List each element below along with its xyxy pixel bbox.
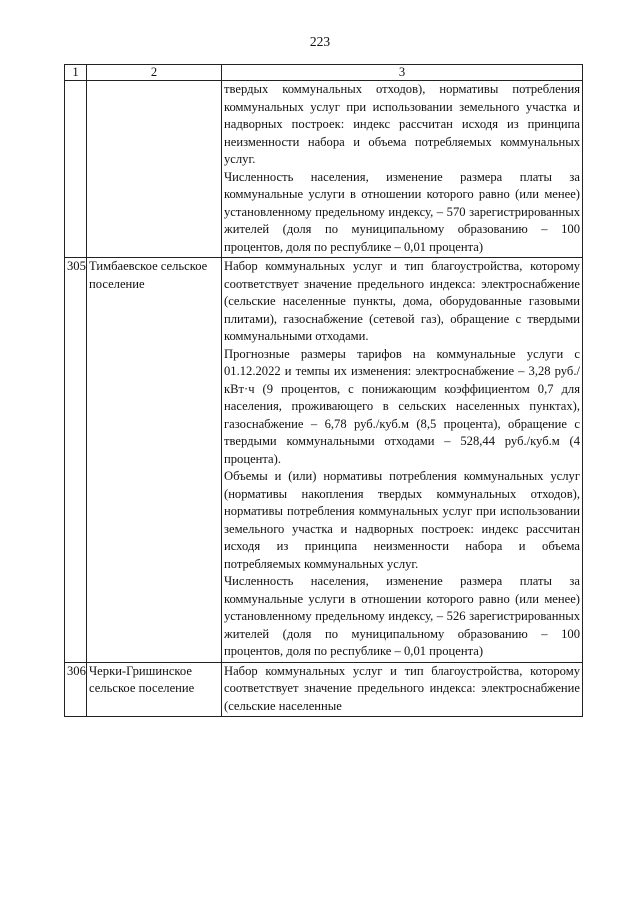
table-row (65, 81, 583, 258)
settlement-name: Черки-Гришинское сельское поселение (87, 662, 222, 716)
header-cell-3: 3 (222, 65, 583, 81)
page-number: 223 (309, 34, 331, 49)
row-number: 305 (65, 258, 87, 663)
description-paragraph: Набор коммунальных услуг и тип благоустройства, которому соответствует значение предельного индекса: электроснабжение (сельские населенные пункты, дома, оборудованные газовыми плитами), газоснабжение (сетевой газ), обращение с твердыми коммунальными отходами. (224, 259, 580, 343)
municipal-index-table (64, 64, 583, 717)
description-paragraph: Объемы и (или) нормативы потребления коммунальных услуг (нормативы накопления твердых коммунальных отходов), нормативы потребления коммунальных услуг при использовании земельного участка и надворных построек: индекс рассчитан исходя из принципа неизменности набора и объема потребляемых коммунальных услуг. (224, 469, 580, 571)
description-paragraph: Численность населения, изменение размера платы за коммунальные услуги в отношении которого равно (или менее) установленному предельному индексу, – 526 зарегистрированных жителей (доля по муниципальному образованию – 100 процентов, доля по республике – 0,01 процента) (224, 574, 580, 658)
table-header-row (65, 65, 583, 81)
settlement-name (87, 81, 222, 258)
table-row (65, 258, 583, 663)
header-cell-2: 2 (87, 65, 222, 81)
description-paragraph: Численность населения, изменение размера платы за коммунальные услуги в отношении которого равно (или менее) установленному предельному индексу, – 570 зарегистрированных жителей (доля по муниципальному образованию – 100 процентов, доля по республике – 0,01 процента) (224, 169, 580, 254)
row-description (222, 81, 583, 258)
table-row (65, 662, 583, 716)
row-description (222, 662, 583, 716)
row-number: 306 (65, 662, 87, 716)
settlement-name: Тимбаевское сельское поселение (87, 258, 222, 663)
row-number (65, 81, 87, 258)
description-paragraph: твердых коммунальных отходов), нормативы потребления коммунальных услуг при использовании земельного участка и надворных построек: индекс рассчитан исходя из принципа неизменности набора и объема потребляемых коммунальных услуг. (224, 82, 580, 166)
description-paragraph: Набор коммунальных услуг и тип благоустройства, которому соответствует значение предельного индекса: электроснабжение (сельские населенные (224, 663, 580, 713)
header-cell-1: 1 (65, 65, 87, 81)
description-paragraph: Прогнозные размеры тарифов на коммунальные услуги с 01.12.2022 и темпы их изменения: электроснабжение – 3,28 руб./кВт·ч (9 процентов, с понижающим коэффициентом 0,7 для населения, проживающего в сельских населенных пунктах), газоснабжение – 6,78 руб./куб.м (8,5 процента), обращение с твердыми коммунальными отходами – 528,44 руб./куб.м (4 процента). (224, 346, 580, 466)
row-description (222, 258, 583, 663)
